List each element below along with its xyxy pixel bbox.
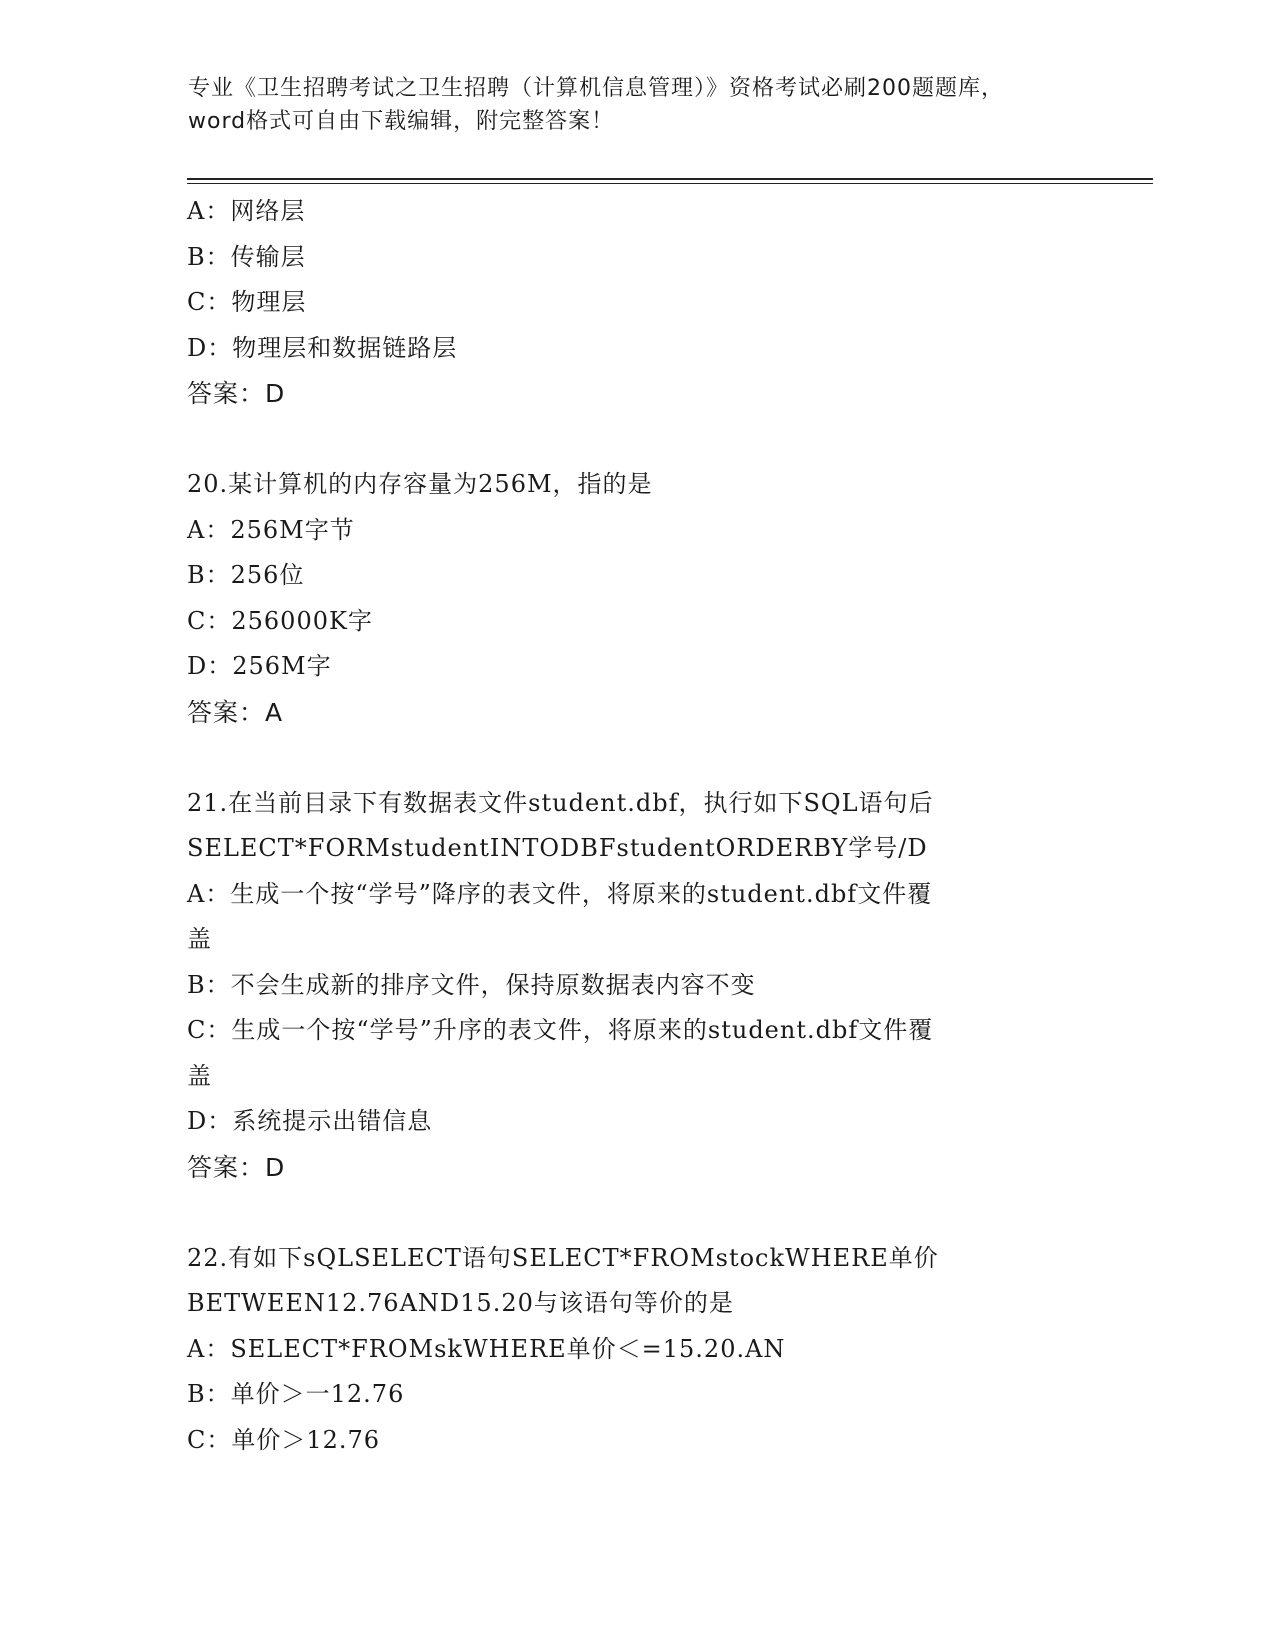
option-d: D：系统提示出错信息 bbox=[187, 1107, 433, 1135]
question-list bbox=[187, 189, 1087, 1463]
option-d: D：256M字 bbox=[187, 652, 332, 680]
header-divider-thin bbox=[187, 183, 1153, 184]
option-b: B：256位 bbox=[187, 561, 305, 589]
option-c: C：物理层 bbox=[187, 288, 307, 316]
answer-line: 答案：A bbox=[187, 697, 284, 727]
option-b: B：不会生成新的排序文件，保持原数据表内容不变 bbox=[187, 970, 756, 999]
question-stem: 22.有如下sQLSELECT语句SELECT*FROMstockWHERE单价 bbox=[187, 1243, 939, 1272]
option-a: A：生成一个按“学号”降序的表文件，将原来的student.dbf文件覆 bbox=[187, 879, 933, 908]
option-a: A：SELECT*FROMskWHERE单价＜=15.20.AN bbox=[187, 1334, 786, 1363]
option-c-continued: 盖 bbox=[187, 1061, 212, 1090]
answer-line: 答案：D bbox=[187, 1152, 286, 1182]
header-title-line: 专业《卫生招聘考试之卫生招聘（计算机信息管理）》资格考试必刷200题题库， bbox=[188, 76, 1004, 101]
question-spacer bbox=[187, 1190, 1087, 1236]
option-a: A：网络层 bbox=[187, 197, 306, 225]
option-d: D：物理层和数据链路层 bbox=[187, 333, 458, 362]
option-a-continued: 盖 bbox=[187, 925, 212, 953]
header-subtitle-line: word格式可自由下载编辑，附完整答案！ bbox=[188, 109, 615, 134]
header-divider-thick bbox=[187, 178, 1153, 180]
option-a: A：256M字节 bbox=[187, 515, 355, 544]
option-c: C：256000K字 bbox=[187, 606, 373, 635]
question-spacer bbox=[187, 735, 1087, 781]
answer-line: 答案：D bbox=[187, 379, 286, 408]
question-stem-continued: SELECT*FORMstudentINTODBFstudentORDERBY学号/D bbox=[187, 834, 928, 862]
question-spacer bbox=[187, 417, 1087, 463]
question-stem-continued: BETWEEN12.76AND15.20与该语句等价的是 bbox=[187, 1289, 734, 1317]
question-19 bbox=[187, 189, 1087, 417]
question-20 bbox=[187, 462, 1087, 735]
option-b: B：传输层 bbox=[187, 242, 306, 271]
question-stem: 21.在当前目录下有数据表文件student.dbf，执行如下SQL语句后 bbox=[187, 788, 934, 817]
option-c: C：单价＞12.76 bbox=[187, 1425, 381, 1454]
document-header bbox=[188, 72, 1088, 138]
option-c: C：生成一个按“学号”升序的表文件，将原来的student.dbf文件覆 bbox=[187, 1016, 934, 1044]
question-21 bbox=[187, 781, 1087, 1191]
question-22 bbox=[187, 1236, 1087, 1464]
question-stem: 20.某计算机的内存容量为256M，指的是 bbox=[187, 470, 653, 498]
option-b: B：单价＞一12.76 bbox=[187, 1380, 405, 1408]
